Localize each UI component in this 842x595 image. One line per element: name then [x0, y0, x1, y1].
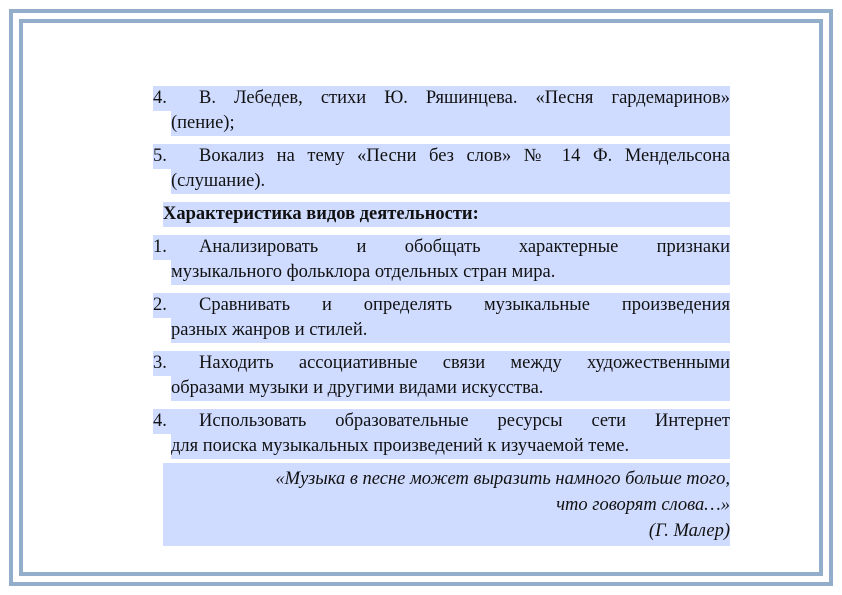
- item-number: 5.: [153, 146, 167, 166]
- item-first-line: [153, 144, 730, 169]
- item-text-line1: Находить ассоциативные связи между художественными: [199, 353, 730, 373]
- item-body: [153, 144, 730, 194]
- list-item-activity-4: [153, 409, 730, 459]
- item-first-line: [153, 351, 730, 376]
- item-text-line2: образами музыки и другими видами искусства.: [171, 378, 544, 398]
- item-number: 4.: [153, 411, 167, 431]
- item-first-line: [153, 293, 730, 318]
- item-body: [153, 351, 730, 401]
- list-item-activity-3: [153, 351, 730, 401]
- quote-line1: «Музыка в песне может выразить намного больше того,: [275, 469, 730, 489]
- list-item-activity-1: [153, 235, 730, 285]
- item-body: [153, 86, 730, 136]
- item-text-line1: В. Лебедев, стихи Ю. Ряшинцева. «Песня гардемаринов»: [199, 88, 730, 108]
- list-item-top-4: [153, 86, 730, 136]
- item-first-line: [153, 409, 730, 434]
- item-text-line1: Вокализ на тему «Песни без слов» № 14 Ф. Мендельсона: [199, 146, 730, 166]
- item-text-line2: разных жанров и стилей.: [171, 320, 368, 340]
- item-number: 1.: [153, 237, 167, 257]
- item-text-line2: (слушание).: [171, 171, 266, 191]
- item-body: [153, 293, 730, 343]
- item-text-line2: (пение);: [171, 113, 235, 133]
- item-first-line: [153, 86, 730, 111]
- item-first-line: [153, 235, 730, 260]
- section-heading-text: Характеристика видов деятельности:: [163, 204, 479, 224]
- list-item-top-5: [153, 144, 730, 194]
- section-heading: [163, 202, 730, 227]
- item-body: [153, 409, 730, 459]
- item-text-line1: Использовать образовательные ресурсы сети Интернет: [199, 411, 730, 431]
- item-text-line1: Сравнивать и определять музыкальные произведения: [199, 295, 730, 315]
- item-number: 3.: [153, 353, 167, 373]
- document-content: [153, 86, 730, 546]
- item-body: [153, 235, 730, 285]
- quote-author: (Г. Малер): [648, 521, 730, 541]
- item-text-line2: музыкального фольклора отдельных стран мира.: [171, 262, 556, 282]
- item-number: 2.: [153, 295, 167, 315]
- item-text-line1: Анализировать и обобщать характерные признаки: [199, 237, 730, 257]
- item-number: 4.: [153, 88, 167, 108]
- item-text-line2: для поиска музыкальных произведений к изучаемой теме.: [171, 436, 630, 456]
- quote-line2: что говорят слова…»: [556, 495, 730, 515]
- list-item-activity-2: [153, 293, 730, 343]
- epigraph-quote: [163, 463, 730, 546]
